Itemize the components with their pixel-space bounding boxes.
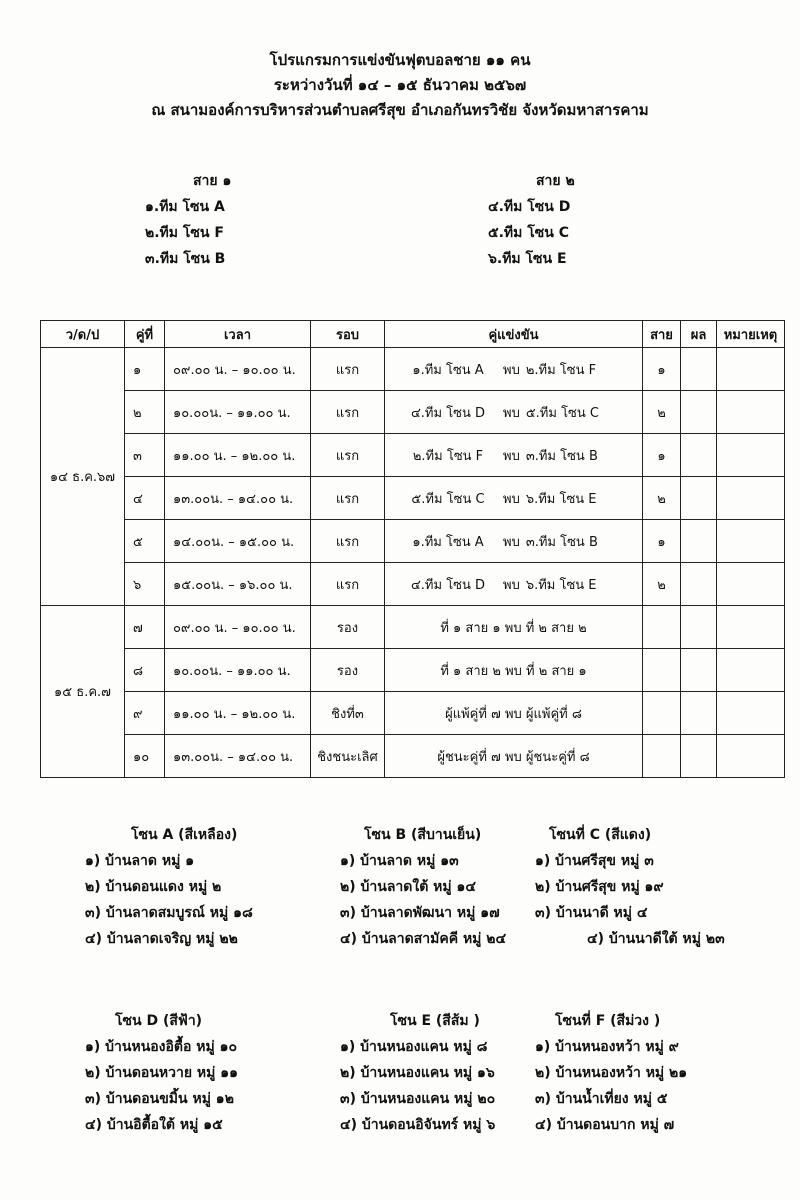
match-note bbox=[717, 606, 785, 649]
match-group bbox=[643, 735, 681, 778]
vs-label: พบ bbox=[503, 491, 520, 507]
match-time: ๑๐.๐๐น. – ๑๑.๐๐ น. bbox=[165, 649, 311, 692]
zone-b bbox=[340, 822, 506, 952]
match-round: ชิงที่๓ bbox=[311, 692, 385, 735]
match-no: ๙ bbox=[125, 692, 165, 735]
team-a: ๔.ทีม โซน D bbox=[410, 577, 486, 593]
match-no: ๕ bbox=[125, 520, 165, 563]
match-opponents bbox=[385, 520, 643, 563]
header-note: หมายเหตุ bbox=[717, 321, 785, 348]
header-group: สาย bbox=[643, 321, 681, 348]
group-2 bbox=[488, 168, 575, 272]
match-round: แรก bbox=[311, 520, 385, 563]
zone-title: โซนที่ F (สีม่วง ) bbox=[555, 1013, 661, 1029]
match-opponents bbox=[385, 391, 643, 434]
match-no: ๑ bbox=[125, 348, 165, 391]
match-result bbox=[681, 563, 717, 606]
match-time: ๐๙.๐๐ น. – ๑๐.๐๐ น. bbox=[165, 606, 311, 649]
group-team: ๑.ทีม โซน A bbox=[145, 199, 225, 215]
village-item: ๒) บ้านลาดใต้ หมู่ ๑๔ bbox=[340, 879, 476, 895]
village-item: ๓) บ้านหนองแคน หมู่ ๒๐ bbox=[340, 1091, 496, 1107]
match-round: รอง bbox=[311, 649, 385, 692]
table-row bbox=[41, 520, 785, 563]
header-round: รอบ bbox=[311, 321, 385, 348]
village-item: ๔) บ้านลาดเจริญ หมู่ ๒๒ bbox=[85, 931, 238, 947]
table-row bbox=[41, 477, 785, 520]
title-line-1: โปรแกรมการแข่งขันฟุตบอลชาย ๑๑ คน bbox=[269, 51, 531, 69]
match-round: แรก bbox=[311, 563, 385, 606]
match-note bbox=[717, 434, 785, 477]
match-result bbox=[681, 477, 717, 520]
match-opponents: ผู้แพ้คู่ที่ ๗ พบ ผู้แพ้คู่ที่ ๘ bbox=[385, 692, 643, 735]
header-time: เวลา bbox=[165, 321, 311, 348]
team-b: ๖.ทีม โซน E bbox=[525, 491, 597, 507]
match-group: ๒ bbox=[643, 391, 681, 434]
date-cell: ๑๔ ธ.ค.๖๗ bbox=[41, 348, 125, 606]
match-no: ๑๐ bbox=[125, 735, 165, 778]
match-group: ๑ bbox=[643, 434, 681, 477]
header-date: ว/ด/ป bbox=[41, 321, 125, 348]
match-note bbox=[717, 520, 785, 563]
match-note bbox=[717, 563, 785, 606]
table-row bbox=[41, 735, 785, 778]
match-time: ๑๐.๐๐น. – ๑๑.๐๐ น. bbox=[165, 391, 311, 434]
match-time: ๑๓.๐๐น. – ๑๔.๐๐ น. bbox=[165, 477, 311, 520]
match-note bbox=[717, 348, 785, 391]
match-opponents: ที่ ๑ สาย ๒ พบ ที่ ๒ สาย ๑ bbox=[385, 649, 643, 692]
team-a: ๕.ทีม โซน C bbox=[411, 491, 485, 507]
match-result bbox=[681, 348, 717, 391]
match-note bbox=[717, 391, 785, 434]
match-time: ๑๔.๐๐น. – ๑๕.๐๐ น. bbox=[165, 520, 311, 563]
team-b: ๓.ทีม โซน B bbox=[525, 448, 598, 464]
match-no: ๗ bbox=[125, 606, 165, 649]
village-item: ๒) บ้านหนองแคน หมู่ ๑๖ bbox=[340, 1065, 495, 1081]
village-item: ๔) บ้านดอนอิจันทร์ หมู่ ๖ bbox=[340, 1117, 496, 1133]
match-opponents bbox=[385, 434, 643, 477]
zone-title: โซน B (สีบานเย็น) bbox=[364, 827, 482, 843]
match-round: แรก bbox=[311, 348, 385, 391]
match-time: ๑๓.๐๐น. – ๑๔.๐๐ น. bbox=[165, 735, 311, 778]
village-item: ๑) บ้านลาด หมู่ ๑ bbox=[85, 853, 195, 869]
zone-e bbox=[340, 1008, 495, 1138]
match-opponents bbox=[385, 477, 643, 520]
title-line-2: ระหว่างวันที่ ๑๔ – ๑๕ ธันวาคม ๒๕๖๗ bbox=[273, 76, 527, 94]
header-match-no: คู่ที่ bbox=[125, 321, 165, 348]
village-item: ๔) บ้านอิตื้อใต้ หมู่ ๑๕ bbox=[85, 1117, 223, 1133]
match-group: ๒ bbox=[643, 477, 681, 520]
team-b: ๓.ทีม โซน B bbox=[525, 534, 598, 550]
team-a: ๔.ทีม โซน D bbox=[410, 405, 486, 421]
village-item: ๒) บ้านดอนหวาย หมู่ ๑๑ bbox=[85, 1065, 239, 1081]
match-note bbox=[717, 692, 785, 735]
match-result bbox=[681, 434, 717, 477]
match-group: ๑ bbox=[643, 520, 681, 563]
match-opponents: ผู้ชนะคู่ที่ ๗ พบ ผู้ชนะคู่ที่ ๘ bbox=[385, 735, 643, 778]
zone-title: โซน E (สีส้ม ) bbox=[390, 1013, 480, 1029]
group-title: สาย ๒ bbox=[536, 173, 575, 189]
match-note bbox=[717, 477, 785, 520]
team-b: ๕.ทีม โซน C bbox=[525, 405, 599, 421]
match-no: ๒ bbox=[125, 391, 165, 434]
table-row bbox=[41, 606, 785, 649]
match-no: ๖ bbox=[125, 563, 165, 606]
match-no: ๓ bbox=[125, 434, 165, 477]
village-item: ๒) บ้านศรีสุข หมู่ ๑๙ bbox=[535, 879, 664, 895]
village-item: ๓) บ้านลาดสมบูรณ์ หมู่ ๑๘ bbox=[85, 905, 253, 921]
village-item: ๒) บ้านดอนแดง หมู่ ๒ bbox=[85, 879, 222, 895]
table-row bbox=[41, 348, 785, 391]
document-header bbox=[0, 48, 800, 123]
match-time: ๑๑.๐๐ น. – ๑๒.๐๐ น. bbox=[165, 434, 311, 477]
village-item: ๓) บ้านลาดพัฒนา หมู่ ๑๗ bbox=[340, 905, 500, 921]
group-team: ๔.ทีม โซน D bbox=[488, 199, 571, 215]
match-group bbox=[643, 649, 681, 692]
match-time: ๑๕.๐๐น. – ๑๖.๐๐ น. bbox=[165, 563, 311, 606]
match-round: แรก bbox=[311, 434, 385, 477]
match-opponents bbox=[385, 563, 643, 606]
match-note bbox=[717, 735, 785, 778]
match-opponents: ที่ ๑ สาย ๑ พบ ที่ ๒ สาย ๒ bbox=[385, 606, 643, 649]
village-item: ๑) บ้านลาด หมู่ ๑๓ bbox=[340, 853, 459, 869]
village-item: ๑) บ้านศรีสุข หมู่ ๓ bbox=[535, 853, 654, 869]
match-opponents bbox=[385, 348, 643, 391]
village-item: ๑) บ้านหนองอิตื้อ หมู่ ๑๐ bbox=[85, 1039, 238, 1055]
header-opponents: คู่แข่งขัน bbox=[385, 321, 643, 348]
team-a: ๑.ทีม โซน A bbox=[412, 362, 484, 378]
village-item: ๓) บ้านดอนขมิ้น หมู่ ๑๒ bbox=[85, 1091, 234, 1107]
match-round: แรก bbox=[311, 391, 385, 434]
match-group: ๑ bbox=[643, 348, 681, 391]
match-no: ๔ bbox=[125, 477, 165, 520]
vs-label: พบ bbox=[503, 448, 520, 464]
schedule-table bbox=[40, 320, 785, 778]
village-item: ๔) บ้านนาดีใต้ หมู่ ๒๓ bbox=[587, 931, 725, 947]
match-result bbox=[681, 649, 717, 692]
vs-label: พบ bbox=[503, 534, 520, 550]
match-time: ๑๑.๐๐ น. – ๑๒.๐๐ น. bbox=[165, 692, 311, 735]
date-cell: ๑๕ ธ.ค.๗ bbox=[41, 606, 125, 778]
match-no: ๘ bbox=[125, 649, 165, 692]
table-row bbox=[41, 391, 785, 434]
table-row bbox=[41, 563, 785, 606]
match-result bbox=[681, 520, 717, 563]
group-1 bbox=[145, 168, 231, 272]
title-line-3: ณ สนามองค์การบริหารส่วนตำบลศรีสุข อำเภอกันทรวิชัย จังหวัดมหาสารคาม bbox=[151, 101, 649, 119]
village-item: ๔) บ้านดอนบาก หมู่ ๗ bbox=[535, 1117, 675, 1133]
village-item: ๔) บ้านลาดสามัคคี หมู่ ๒๔ bbox=[340, 931, 507, 947]
zone-title: โซนที่ C (สีแดง) bbox=[549, 827, 652, 843]
village-item: ๑) บ้านหนองแคน หมู่ ๘ bbox=[340, 1039, 488, 1055]
match-result bbox=[681, 391, 717, 434]
match-group bbox=[643, 606, 681, 649]
group-team: ๓.ทีม โซน B bbox=[145, 251, 226, 267]
zone-a bbox=[85, 822, 253, 952]
match-group bbox=[643, 692, 681, 735]
village-item: ๑) บ้านหนองหว้า หมู่ ๙ bbox=[535, 1039, 679, 1055]
team-a: ๒.ทีม โซน F bbox=[412, 448, 484, 464]
match-round: แรก bbox=[311, 477, 385, 520]
match-result bbox=[681, 735, 717, 778]
match-round: ชิงชนะเลิศ bbox=[311, 735, 385, 778]
village-item: ๓) บ้านนาดี หมู่ ๔ bbox=[535, 905, 648, 921]
zone-f bbox=[535, 1008, 687, 1138]
match-time: ๐๙.๐๐ น. – ๑๐.๐๐ น. bbox=[165, 348, 311, 391]
zone-c bbox=[535, 822, 725, 952]
group-title: สาย ๑ bbox=[193, 173, 232, 189]
table-row bbox=[41, 434, 785, 477]
match-round: รอง bbox=[311, 606, 385, 649]
village-item: ๓) บ้านน้ำเที่ยง หมู่ ๕ bbox=[535, 1091, 668, 1107]
group-team: ๕.ทีม โซน C bbox=[488, 225, 569, 241]
match-group: ๒ bbox=[643, 563, 681, 606]
team-b: ๖.ทีม โซน E bbox=[525, 577, 597, 593]
zone-d bbox=[85, 1008, 238, 1138]
table-row bbox=[41, 692, 785, 735]
team-b: ๒.ทีม โซน F bbox=[525, 362, 597, 378]
group-team: ๒.ทีม โซน F bbox=[145, 225, 224, 241]
vs-label: พบ bbox=[503, 577, 520, 593]
group-team: ๖.ทีม โซน E bbox=[488, 251, 567, 267]
vs-label: พบ bbox=[503, 362, 520, 378]
match-result bbox=[681, 606, 717, 649]
village-item: ๒) บ้านหนองหว้า หมู่ ๒๑ bbox=[535, 1065, 688, 1081]
zone-title: โซน D (สีฟ้า) bbox=[115, 1013, 203, 1029]
team-a: ๑.ทีม โซน A bbox=[412, 534, 484, 550]
table-row bbox=[41, 649, 785, 692]
zone-title: โซน A (สีเหลือง) bbox=[131, 827, 238, 843]
match-note bbox=[717, 649, 785, 692]
vs-label: พบ bbox=[503, 405, 520, 421]
table-header-row bbox=[41, 321, 785, 348]
header-result: ผล bbox=[681, 321, 717, 348]
match-result bbox=[681, 692, 717, 735]
